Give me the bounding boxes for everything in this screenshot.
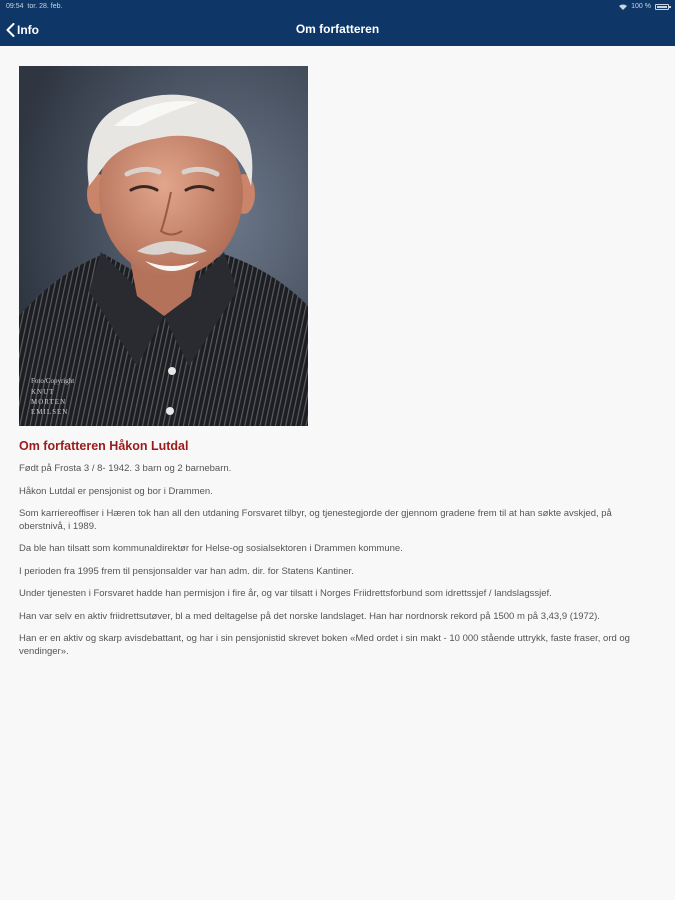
- status-time: 09:54: [6, 3, 24, 10]
- status-indicators: [619, 0, 669, 13]
- back-button-label: Info: [17, 22, 39, 37]
- photo-credit-line: KNUT: [31, 388, 55, 396]
- author-heading: Om forfatteren Håkon Lutdal: [19, 439, 189, 453]
- bio-paragraph: I perioden fra 1995 frem til pensjonsalder var han adm. dir. for Statens Kantiner.: [19, 565, 354, 577]
- status-date: tor. 28. feb.: [27, 3, 63, 10]
- wifi-icon: [619, 4, 627, 10]
- navigation-bar: [0, 13, 675, 46]
- page-title: Om forfatteren: [295, 22, 380, 36]
- author-photo: [19, 66, 308, 426]
- photo-credit-line: MORTEN: [31, 398, 67, 406]
- photo-credit-line: EMILSEN: [31, 408, 69, 416]
- bio-paragraph: Han var selv en aktiv friidrettsutøver, bl a med deltagelse på det norske landslaget. Han har nordnorsk rekord på 1500 m på 3,43,9 (1972).: [19, 610, 600, 622]
- battery-percent: 100 %: [631, 3, 651, 10]
- bio-paragraph: Født på Frosta 3 / 8- 1942. 3 barn og 2 barnebarn.: [19, 463, 232, 474]
- battery-icon: [655, 4, 669, 10]
- author-content: [19, 66, 655, 658]
- status-time-date: [6, 0, 62, 13]
- bio-paragraph: Som karriereoffiser i Hæren tok han all den utdaning Forsvaret tilbyr, og tjenestegjorde der gjennom gradene frem til at han søkte avskjed, på oberstnivå, i 1989.: [19, 508, 612, 532]
- status-bar: [0, 0, 675, 13]
- bio-paragraph: Han er en aktiv og skarp avisdebattant, og har i sin pensjonistid skrevet boken «Med ordet i sin makt - 10 000 stående uttrykk, faste fraser, ord og vendinger».: [19, 633, 630, 657]
- photo-credit-line: Foto/Copyright: [31, 377, 75, 385]
- bio-paragraph: Under tjenesten i Forsvaret hadde han permisjon i fire år, og var tilsatt i Norges Friidrettsforbund som idrettssjef / landslagssjef.: [19, 588, 552, 599]
- bio-paragraph: Da ble han tilsatt som kommunaldirektør for Helse-og sosialsektoren i Drammen kommune.: [19, 543, 403, 554]
- bio-paragraph: Håkon Lutdal er pensjonist og bor i Drammen.: [19, 485, 213, 497]
